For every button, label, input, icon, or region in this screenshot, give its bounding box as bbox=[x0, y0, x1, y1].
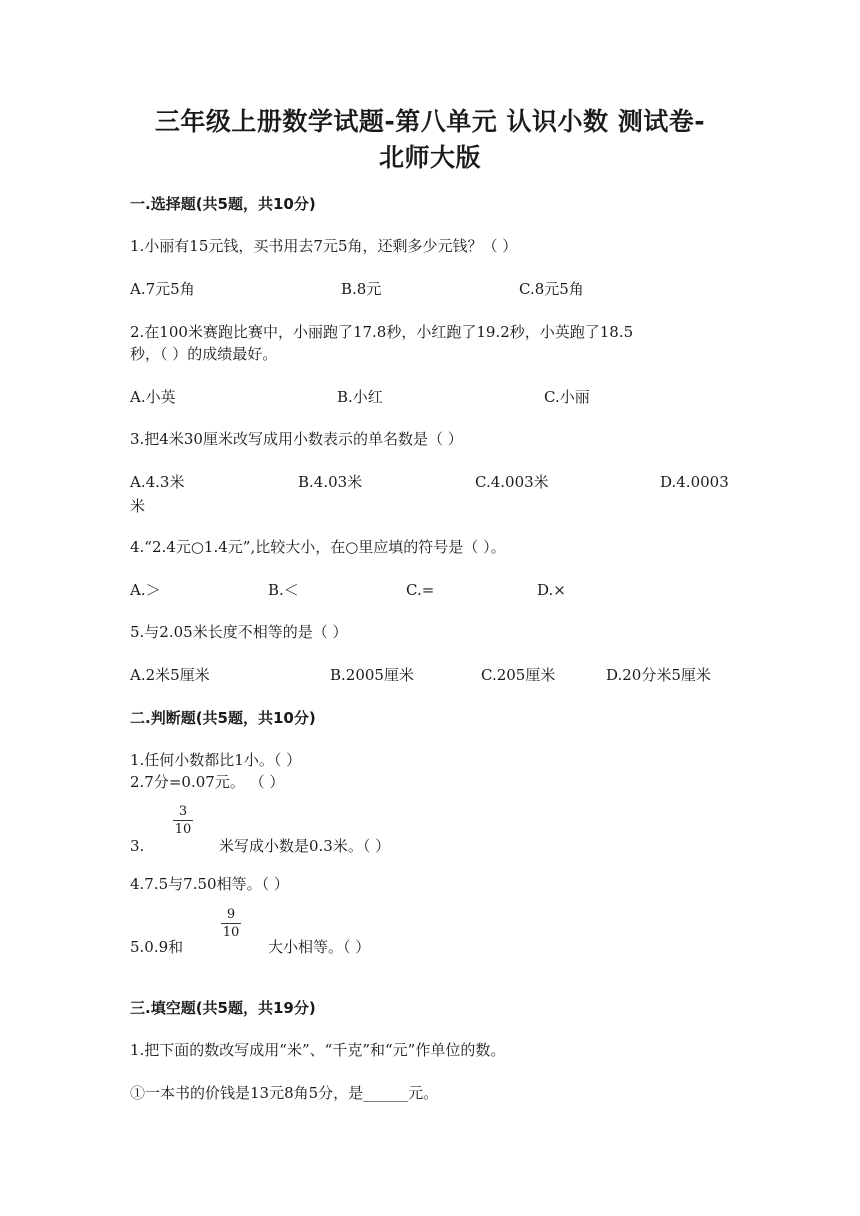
option-a: A.4.3米 bbox=[130, 473, 185, 491]
option-d-cont: 米 bbox=[130, 497, 146, 515]
option-b: B.2005厘米 bbox=[330, 666, 414, 684]
title-line-2: 北师大版 bbox=[378, 143, 481, 172]
section-heading: 一.选择题(共5题，共10分) bbox=[130, 195, 316, 213]
fraction bbox=[221, 907, 241, 940]
option-c: C.205厘米 bbox=[481, 666, 556, 684]
fraction-numerator: 3 bbox=[178, 804, 188, 819]
option-b: B.8元 bbox=[341, 280, 382, 298]
option-a: A.7元5角 bbox=[130, 280, 195, 298]
question-text: 4.“2.4元○1.4元”,比较大小，在○里应填的符号是（ ）。 bbox=[130, 538, 506, 556]
option-a: A.小英 bbox=[130, 388, 176, 406]
fraction-denominator: 10 bbox=[174, 822, 192, 837]
option-c: C.小丽 bbox=[544, 388, 590, 406]
fraction-bar bbox=[221, 923, 241, 924]
option-d: D.× bbox=[537, 581, 566, 599]
section-heading: 二.判断题(共5题，共10分) bbox=[130, 709, 316, 727]
section-heading: 三.填空题(共5题，共19分) bbox=[130, 999, 316, 1017]
question-text: 3.把4米30厘米改写成用小数表示的单名数是（ ） bbox=[130, 430, 463, 448]
fraction-bar bbox=[173, 820, 193, 821]
question-text: 1.小丽有15元钱，买书用去7元5角，还剩多少元钱？（ ） bbox=[130, 237, 518, 255]
question-text: 5.与2.05米长度不相等的是（ ） bbox=[130, 623, 348, 641]
fraction-numerator: 9 bbox=[226, 907, 236, 922]
fraction-denominator: 10 bbox=[222, 925, 240, 940]
option-b: B.4.03米 bbox=[298, 473, 363, 491]
question-text: 1.任何小数都比1小。（ ） bbox=[130, 751, 302, 769]
question-text: 2.在100米赛跑比赛中，小丽跑了17.8秒，小红跑了19.2秒，小英跑了18.5 bbox=[130, 323, 634, 341]
question-text: 米写成小数是0.3米。（ ） bbox=[219, 837, 391, 855]
question-number: 3. bbox=[130, 837, 145, 855]
question-text: 5.0.9和 bbox=[130, 938, 184, 956]
option-d: D.4.0003 bbox=[660, 473, 729, 491]
option-c: C.8元5角 bbox=[519, 280, 584, 298]
question-text: 大小相等。（ ） bbox=[268, 938, 371, 956]
option-b: B.＜ bbox=[268, 581, 299, 599]
question-text: 4.7.5与7.50相等。（ ） bbox=[130, 875, 289, 893]
question-text: 1.把下面的数改写成用“米”、“千克”和“元”作单位的数。 bbox=[130, 1041, 506, 1059]
option-a: A.＞ bbox=[130, 581, 161, 599]
option-d: D.20分米5厘米 bbox=[606, 666, 711, 684]
option-c: C.4.003米 bbox=[475, 473, 549, 491]
title-line-1: 三年级上册数学试题-第八单元 认识小数 测试卷- bbox=[154, 107, 706, 136]
option-b: B.小红 bbox=[337, 388, 383, 406]
option-a: A.2米5厘米 bbox=[130, 666, 210, 684]
option-c: C.= bbox=[406, 581, 435, 599]
question-subitem: ①一本书的价钱是13元8角5分，是______元。 bbox=[130, 1084, 439, 1102]
fraction bbox=[173, 804, 193, 837]
question-text-cont: 秒，（ ）的成绩最好。 bbox=[130, 345, 278, 363]
question-text: 2.7分=0.07元。 （ ） bbox=[130, 773, 285, 791]
